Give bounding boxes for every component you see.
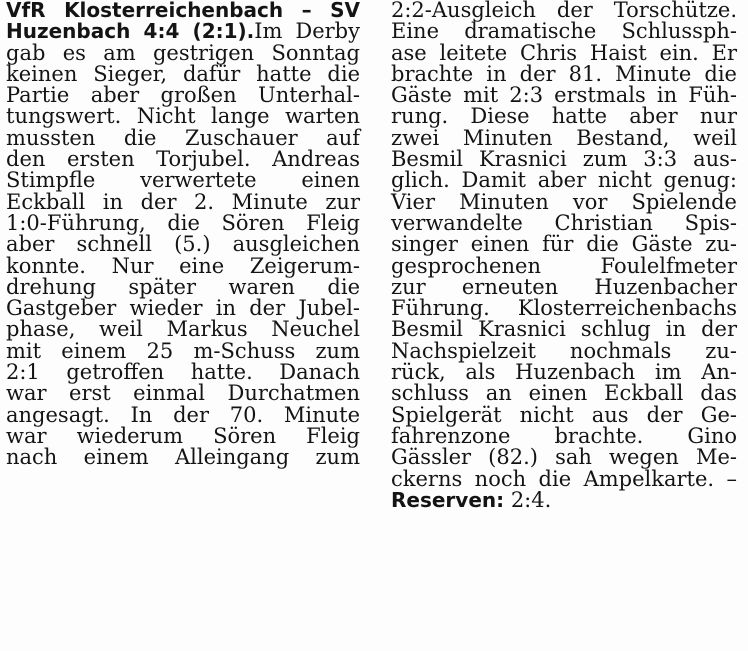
- body-text-run: 2:1 getroffen hatte. Danach: [6, 360, 360, 385]
- article-line: [6, 40, 360, 65]
- body-text-run: schluss an einen Eckball das: [391, 381, 737, 406]
- body-text-run: Im Derby: [254, 19, 360, 44]
- article-line: [391, 149, 737, 170]
- headline-run: Huzenbach 4:4 (2:1).: [6, 19, 255, 44]
- body-text-run: rung. Diese hatte aber nur: [391, 104, 737, 129]
- article-line: [391, 447, 737, 468]
- article-line: [6, 423, 360, 448]
- body-text-run: Eine dramatische Schlussph-: [391, 19, 737, 44]
- article-line: [391, 487, 737, 512]
- body-text-run: aber schnell (5.) ausgleichen: [6, 232, 360, 257]
- body-text-run: drehung später waren die: [6, 274, 360, 299]
- article-line: [6, 210, 360, 235]
- article-line: [6, 253, 360, 278]
- article-line: [6, 298, 360, 319]
- article-line: [391, 466, 737, 491]
- body-text-run: glich. Damit aber nicht genug:: [391, 168, 737, 193]
- body-text-run: gab es am gestrigen Sonntag: [6, 40, 360, 65]
- body-text-run: angesagt. In der 70. Minute: [6, 402, 360, 427]
- article-line: [6, 362, 360, 383]
- body-text-run: 2:2-Ausgleich der Torschütze.: [391, 0, 737, 22]
- body-text-run: Gässler (82.) sah wegen Me-: [391, 445, 737, 470]
- body-text-run: Eckball in der 2. Minute zur: [6, 189, 360, 214]
- body-text-run: nach einem Alleingang zum: [6, 445, 360, 470]
- body-text-run: fahrenzone brachte. Gino: [391, 423, 737, 448]
- body-text-run: Gäste mit 2:3 erstmals in Füh-: [391, 83, 737, 108]
- article-line: [391, 0, 737, 21]
- article-line: [6, 0, 360, 21]
- article-line: [391, 210, 737, 235]
- body-text-run: Stimpfle verwertete einen: [6, 168, 360, 193]
- body-text-run: gesprochenen Foulelfmeter: [391, 253, 737, 278]
- body-text-run: phase, weil Markus Neuchel: [6, 317, 360, 342]
- headline-run: VfR Klosterreichenbach – SV: [6, 0, 360, 22]
- article-line: [391, 106, 737, 127]
- article-line: [6, 170, 360, 191]
- body-text-run: mussten die Zuschauer auf: [6, 125, 360, 150]
- article-line: [391, 253, 737, 278]
- article-line: [6, 106, 360, 127]
- article-line: [391, 383, 737, 404]
- body-text-run: Partie aber großen Unterhal-: [6, 83, 360, 108]
- article-line: [6, 21, 360, 42]
- body-text-run: brachte in der 81. Minute die: [391, 61, 737, 86]
- article-line: [6, 338, 360, 363]
- article-line: [391, 402, 737, 427]
- article-line: [391, 85, 737, 106]
- body-text-run: Besmil Krasnici schlug in der: [391, 317, 737, 342]
- body-text-run: den ersten Torjubel. Andreas: [6, 147, 360, 172]
- body-text-run: Nachspielzeit nochmals zu-: [391, 338, 737, 363]
- article-line: [391, 319, 737, 340]
- article-line: [391, 21, 737, 42]
- body-text-run: zwei Minuten Bestand, weil: [391, 125, 737, 150]
- body-text-run: tungswert. Nicht lange warten: [6, 104, 360, 129]
- body-text-run: war erst einmal Durchatmen: [6, 381, 360, 406]
- body-text-run: Gastgeber wieder in der Jubel-: [6, 296, 360, 321]
- article-line: [6, 274, 360, 299]
- article-line: [391, 423, 737, 448]
- article-line: [391, 298, 737, 319]
- body-text-run: Spielgerät nicht aus der Ge-: [391, 402, 737, 427]
- article-line: [6, 189, 360, 214]
- body-text-run: Besmil Krasnici zum 3:3 aus-: [391, 147, 737, 172]
- body-text-run: rück, als Huzenbach im An-: [391, 360, 737, 385]
- body-text-run: ase leitete Chris Haist ein. Er: [391, 40, 737, 65]
- article-line: [6, 125, 360, 150]
- body-text-run: 1:0-Führung, die Sören Fleig: [6, 210, 360, 235]
- article-line: [391, 40, 737, 65]
- article-column-left: [6, 0, 360, 469]
- article-line: [391, 234, 737, 255]
- article-line: [391, 61, 737, 86]
- article-line: [391, 362, 737, 383]
- article-column-right: [391, 0, 737, 511]
- body-text-run: zur erneuten Huzenbacher: [391, 274, 737, 299]
- article-line: [391, 170, 737, 191]
- article-line: [391, 338, 737, 363]
- article-line: [6, 234, 360, 255]
- article-line: [6, 149, 360, 170]
- article-line: [6, 319, 360, 340]
- body-text-run: verwandelte Christian Spis-: [391, 210, 737, 235]
- body-text-run: konnte. Nur eine Zeigerum-: [6, 253, 360, 278]
- article-line: [6, 61, 360, 86]
- article-line: [391, 189, 737, 214]
- article-line: [6, 383, 360, 404]
- article-line: [6, 85, 360, 106]
- body-text-run: Führung. Klosterreichenbachs: [391, 296, 737, 321]
- body-text-run: mit einem 25 m-Schuss zum: [6, 338, 360, 363]
- article-line: [391, 125, 737, 150]
- headline-run: Reserven:: [391, 487, 505, 512]
- article-line: [391, 274, 737, 299]
- body-text-run: 2:4.: [504, 487, 552, 512]
- body-text-run: ckerns noch die Ampelkarte. –: [391, 466, 737, 491]
- body-text-run: war wiederum Sören Fleig: [6, 423, 360, 448]
- article-line: [6, 402, 360, 427]
- body-text-run: Vier Minuten vor Spielende: [391, 189, 737, 214]
- body-text-run: singer einen für die Gäste zu-: [391, 232, 737, 257]
- article-line: [6, 447, 360, 468]
- body-text-run: keinen Sieger, dafür hatte die: [6, 61, 360, 86]
